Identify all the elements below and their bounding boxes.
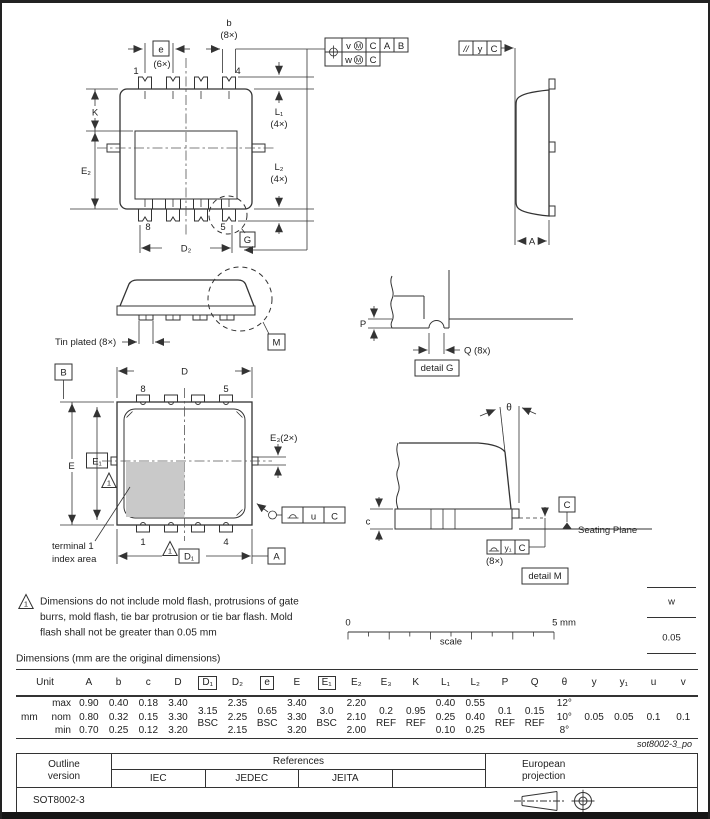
dim-b-label: b — [226, 18, 232, 29]
view-side — [515, 48, 555, 248]
dim-table-col-values — [639, 697, 669, 738]
profile-symbol-icon — [489, 548, 499, 551]
footer-header-band — [17, 754, 697, 788]
outline-drawing — [2, 3, 708, 668]
european-projection-header — [485, 754, 697, 787]
profile-symbol-icon — [288, 515, 299, 518]
dim-table-value: 0.95 — [406, 706, 426, 717]
dim-D2-label: D₂ — [180, 243, 192, 255]
dim-table-value: 0.55 — [465, 698, 485, 709]
dim-table-value: 10° — [556, 711, 572, 723]
footer-value-row — [17, 788, 697, 814]
dim-table-value: 12° — [556, 698, 572, 709]
terminal-label: index area — [52, 554, 97, 565]
tol-y: y — [477, 43, 483, 55]
dim-table-col-values — [460, 697, 490, 738]
european-projection-line: European — [522, 758, 566, 770]
dim-table-col-values — [74, 697, 104, 738]
datum-B: B — [60, 367, 67, 379]
profile-tolerance-frame-u — [257, 504, 345, 523]
pin-number: 8 — [140, 384, 146, 395]
dim-table-value: 0.70 — [79, 725, 99, 737]
dim-table-value: 0.40 — [435, 698, 456, 709]
dim-table-value: 3.0 — [319, 706, 334, 717]
dim-K-label: K — [91, 107, 99, 119]
dim-table-unit: mm — [21, 712, 38, 723]
tol-y1: y₁ — [504, 543, 512, 553]
note-flag-1: 1 — [106, 478, 112, 488]
dim-table-value: 0.65 — [257, 706, 277, 717]
dim-table-col-values — [193, 697, 223, 738]
outline-version-value: SOT8002-3 — [33, 795, 85, 806]
dim-c-label: c — [365, 516, 371, 528]
dim-table-col-header: A — [85, 677, 93, 688]
dimension-table-header-row — [16, 669, 698, 697]
dim-D-label: D — [181, 366, 188, 378]
notes — [16, 595, 299, 665]
dim-table-col-header: E — [293, 677, 301, 688]
dim-table-unit-cell — [16, 697, 74, 738]
parallelism-symbol-icon: // — [463, 43, 469, 55]
datum-C: C — [563, 500, 571, 511]
dim-table-col-header: P — [501, 677, 509, 688]
dim-table-value: BSC — [256, 717, 278, 729]
dim-e-label: e — [158, 44, 164, 56]
page-bottom-border — [2, 812, 708, 819]
dim-table-col-values — [520, 697, 550, 738]
outline-version-header — [17, 754, 112, 787]
dim-table-row-labels — [45, 697, 74, 738]
dim-table-value: REF — [524, 717, 545, 729]
terminal-label: terminal 1 — [52, 541, 94, 552]
reference-jedec: JEDEC — [206, 770, 300, 787]
detail-m-caption: detail M — [528, 571, 562, 582]
dim-table-col-header: K — [412, 677, 420, 688]
dim-L1-count: (4×) — [270, 119, 288, 130]
dim-table-value: 0.40 — [108, 698, 129, 709]
dim-table-col-header: e — [252, 676, 282, 690]
dim-table-value: 2.20 — [346, 698, 367, 709]
drawing-code: sot8002-3_po — [636, 739, 692, 749]
dim-L2-label: L₂ — [274, 162, 284, 173]
dim-table-value: 0.40 — [465, 711, 485, 723]
dim-table-value: 3.30 — [287, 711, 307, 723]
tol-u: u — [310, 511, 317, 523]
dim-E2-label: E₂ — [80, 166, 91, 177]
dim-table-col-values — [431, 697, 461, 738]
first-angle-projection-icon — [513, 789, 605, 813]
reference-jeita: JEITA — [299, 770, 393, 787]
parallelism-tolerance-frame — [459, 41, 514, 55]
pin-number: 1 — [140, 537, 146, 548]
references-row — [112, 770, 485, 787]
dim-table-value: 0.12 — [138, 725, 159, 737]
dim-L2-count: (4×) — [270, 174, 288, 185]
dim-table-col-values — [312, 697, 342, 738]
dim-e-count: (6×) — [153, 59, 171, 70]
dim-table-value: 0.1 — [676, 711, 691, 723]
pin-number: 8 — [145, 222, 151, 233]
dim-table-col-values — [104, 697, 134, 738]
dim-E-label: E — [68, 461, 75, 472]
dim-table-value: 0.1 — [646, 711, 661, 723]
dim-table-col-header: b — [115, 677, 122, 688]
dim-Q-label: Q (8x) — [464, 345, 491, 357]
dim-table-row-label: nom — [51, 711, 71, 723]
dim-table-value: 0.15 — [524, 706, 545, 717]
dim-table-col-header: E₁ — [312, 676, 342, 690]
dim-table-value: 0.05 — [584, 711, 604, 723]
dim-table-col-values — [223, 697, 253, 738]
dim-table-value: REF — [494, 717, 515, 729]
dim-table-col-values — [282, 697, 312, 738]
dim-table-value: 0.25 — [435, 711, 456, 723]
detail-m — [366, 403, 652, 585]
dim-table-col-header: θ — [561, 677, 568, 688]
pin-number: 1 — [133, 66, 139, 77]
w-column-value: 0.05 — [662, 632, 681, 644]
european-projection-line: projection — [522, 770, 566, 782]
position-tolerance-frame — [325, 38, 408, 66]
w-column-header: w — [668, 596, 675, 608]
dim-table-value: 0.15 — [138, 711, 159, 723]
dim-E1-label: E₁ — [92, 456, 102, 468]
dim-table-value: 8° — [559, 725, 570, 737]
dimension-table — [16, 669, 698, 739]
dim-table-value: 0.1 — [497, 706, 512, 717]
pin-number: 4 — [235, 66, 241, 77]
view-bottom-side — [70, 18, 325, 255]
mmc-modifier: M — [355, 57, 362, 65]
datum-ref: B — [397, 40, 405, 52]
tin-plated-label: Tin plated (8×) — [55, 337, 117, 348]
dim-table-unit-header: Unit — [36, 677, 54, 688]
outline-version-header-line: version — [47, 770, 81, 782]
view-top — [52, 364, 345, 565]
note-flag-1: 1 — [167, 546, 173, 556]
reference-iec: IEC — [112, 770, 206, 787]
dim-table-value: BSC — [316, 717, 337, 729]
dim-table-col-header: D₁ — [193, 676, 223, 690]
position-symbol-icon — [327, 46, 340, 59]
footer-table — [16, 753, 698, 815]
view-side-plated — [55, 267, 285, 350]
reference-blank — [393, 770, 486, 787]
dim-table-col-header: L₂ — [470, 677, 480, 688]
datum-ref: C — [518, 543, 526, 554]
dim-table-value: 0.32 — [108, 711, 129, 723]
datum-ref: C — [490, 43, 498, 55]
dim-table-col-values — [490, 697, 520, 738]
datum-ref: C — [369, 40, 377, 52]
pin-number: 5 — [220, 222, 226, 233]
dim-table-col-values — [668, 697, 698, 738]
dim-table-value: BSC — [197, 717, 219, 729]
detail-g-caption: detail G — [420, 363, 454, 374]
dim-table-value: 0.25 — [465, 725, 485, 737]
dim-table-value: 0.18 — [138, 698, 159, 709]
seating-plane-label: Seating Plane — [578, 525, 638, 536]
dim-A-label: A — [528, 236, 536, 248]
dim-table-col-values — [609, 697, 639, 738]
dim-table-value: 2.25 — [227, 711, 248, 723]
dim-P-label: P — [359, 319, 367, 330]
dim-table-value: REF — [405, 717, 426, 729]
dim-table-value: 3.20 — [168, 725, 188, 737]
scale-caption: scale — [439, 636, 463, 648]
dim-table-col-values — [371, 697, 401, 738]
dim-table-value: 3.40 — [287, 698, 307, 709]
dim-table-value: 3.40 — [168, 698, 188, 709]
dim-table-col-header: Q — [530, 677, 539, 688]
dim-table-col-header: D₂ — [231, 677, 243, 688]
datum-A: A — [273, 551, 280, 563]
dim-table-col-header: D — [174, 677, 182, 688]
tol-v: v — [346, 40, 351, 52]
dim-table-value: 2.00 — [346, 725, 367, 737]
detail-g-flag: G — [243, 235, 252, 246]
dim-table-col-values — [550, 697, 580, 738]
dim-table-col-header: L₁ — [441, 677, 450, 688]
dim-table-col-header: y — [591, 677, 597, 688]
tol-w: w — [345, 54, 352, 66]
outline-version-header-line: Outline — [48, 758, 80, 770]
dim-table-col-header: E₃ — [380, 677, 392, 688]
dim-table-col-values — [401, 697, 431, 738]
tol-y1-count: (8×) — [486, 556, 504, 567]
dim-table-value: REF — [376, 717, 397, 729]
datum-ref: A — [383, 40, 391, 52]
datum-ref: C — [331, 511, 338, 523]
dim-table-col-header: v — [680, 677, 686, 688]
dim-table-value: 2.15 — [227, 725, 248, 737]
scale-start: 0 — [345, 617, 351, 629]
dim-table-col-header: c — [145, 677, 151, 688]
datum-target-icon — [562, 523, 572, 530]
pin-number: 4 — [223, 537, 229, 548]
note-flag-1: 1 — [23, 599, 29, 609]
dimensions-note: Dimensions (mm are the original dimensions) — [16, 653, 221, 665]
scale-bar — [345, 618, 576, 648]
detail-g — [360, 270, 573, 376]
dim-table-value: 0.80 — [79, 711, 99, 723]
dim-table-col-header: E₂ — [351, 677, 362, 688]
dim-table-col-header: y₁ — [619, 677, 628, 688]
w-column — [647, 588, 696, 654]
datum-ref: C — [369, 54, 377, 66]
dimension-table-body — [16, 697, 698, 739]
dim-D1-label: D₁ — [183, 551, 195, 563]
dim-table-row-label: max — [52, 698, 71, 710]
dim-table-value: 0.25 — [108, 725, 129, 737]
dim-E3-label: E₃(2×) — [270, 433, 298, 444]
dim-table-value: 0.90 — [79, 698, 99, 709]
dim-table-value: 0.10 — [435, 725, 456, 737]
dim-b-count: (8×) — [220, 30, 238, 41]
dim-table-col-header: u — [650, 677, 657, 688]
mmc-modifier: M — [355, 43, 362, 51]
dim-table-value: 0.2 — [379, 706, 393, 717]
references-header: References — [112, 754, 485, 770]
references-section — [112, 754, 485, 787]
dim-table-col-values — [163, 697, 193, 738]
dim-table-row-label: min — [54, 725, 71, 737]
profile-tolerance-frame-y1 — [486, 540, 529, 567]
dim-table-col-values — [579, 697, 609, 738]
note-line: burrs, mold flash, tie bar protrusion or tie bar flash. Mold — [40, 612, 293, 623]
scale-end: 5 mm — [552, 617, 576, 629]
note-line: Dimensions do not include mold flash, protrusions of gate — [40, 596, 299, 608]
dim-table-value: 3.20 — [287, 725, 307, 737]
dim-theta-label: θ — [506, 402, 512, 414]
dim-table-value: 3.30 — [168, 711, 188, 723]
dim-table-value: 0.05 — [614, 711, 634, 723]
dim-table-col-values — [252, 697, 282, 738]
dim-table-value: 2.35 — [227, 698, 248, 709]
note-line: flash shall not be greater than 0.05 mm — [40, 627, 217, 639]
terminal-1-index-area — [126, 462, 185, 517]
dim-L1-label: L₁ — [274, 107, 284, 118]
dim-table-value: 2.10 — [346, 711, 367, 723]
dim-table-col-values — [341, 697, 371, 738]
pin-number: 5 — [223, 384, 229, 395]
dim-table-value: 3.15 — [198, 706, 218, 717]
detail-m-flag: M — [272, 337, 281, 349]
dim-table-col-values — [133, 697, 163, 738]
